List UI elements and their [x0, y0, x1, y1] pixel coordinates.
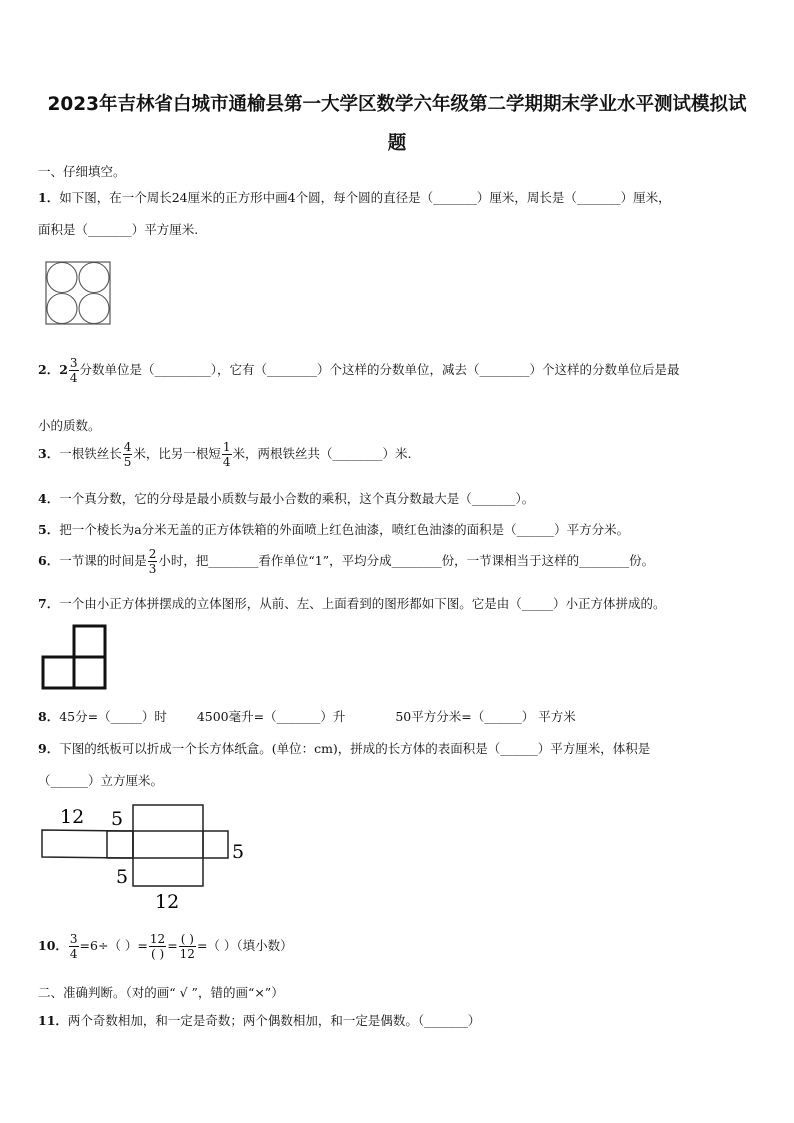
fraction-numerator: 4: [123, 440, 132, 454]
question-8: [38, 707, 576, 725]
question-number: 2．: [38, 362, 60, 377]
circle-bottom-right: [79, 294, 109, 324]
question-text: 一根铁丝长: [59, 446, 122, 461]
box-net-figure: [38, 800, 253, 916]
question-text: 小时，把________看作单位“1”，平均分成________份，一节课相当于这样的________份。: [158, 553, 655, 568]
question-3: [38, 441, 412, 468]
fraction-four-fifths: [123, 441, 133, 468]
question-number: 10．: [38, 938, 68, 953]
fraction-numerator: 1: [222, 440, 231, 454]
question-text: 米，比另一根短: [133, 446, 221, 461]
fraction-twelve-over-blank: [149, 933, 166, 960]
question-number: 3．: [38, 446, 60, 461]
question-number: 5．: [38, 522, 60, 537]
exam-title-line1: 2023年吉林省白城市通榆县第一大学区数学六年级第二学期期末学业水平测试模拟试: [47, 94, 747, 115]
question-text: 一个真分数，它的分母是最小质数与最小合数的乘积，这个真分数最大是（_______）。: [59, 491, 535, 506]
fraction-denominator: 4: [69, 371, 78, 385]
question-10: [38, 933, 293, 960]
fraction-denominator: 4: [69, 947, 78, 961]
question-number: 9．: [38, 741, 60, 756]
fraction-numerator: 2: [148, 547, 157, 561]
question-number: 1．: [38, 190, 60, 205]
net-small-side-panel: [107, 831, 133, 858]
question-part-milliliters: 4500毫升=（_______）升: [196, 709, 346, 724]
net-right-panel: [203, 831, 228, 858]
question-2-line1: [38, 357, 680, 384]
question-6: [38, 548, 654, 575]
question-5: [38, 520, 629, 538]
fraction-denominator: 3: [148, 562, 157, 576]
fraction-denominator: 12: [179, 947, 195, 961]
question-text: 如下图，在一个周长24厘米的正方形中画4个圆，每个圆的直径是（_______）厘米，周长是（_______）厘米，: [59, 190, 671, 205]
fraction-one-quarter: [222, 441, 232, 468]
exam-title-line2: 题: [387, 133, 407, 154]
question-1-line1: [38, 188, 671, 206]
question-number: 7．: [38, 596, 60, 611]
label-right-height: 5: [232, 841, 245, 863]
fraction-numerator: 3: [69, 932, 78, 946]
question-number: 4．: [38, 491, 60, 506]
question-2-line2: 小的质数。: [38, 418, 101, 433]
question-9-line1: [38, 739, 650, 757]
question-part-square-decimeters: 50平方分米=（______） 平方米: [395, 709, 576, 724]
question-9-line2: （______）立方厘米。: [38, 773, 164, 788]
label-bottom-width: 5: [116, 866, 129, 888]
question-text: 两个奇数相加，和一定是奇数；两个偶数相加，和一定是偶数。（_______）: [67, 1013, 481, 1028]
fraction-numerator: ( ): [179, 933, 196, 947]
label-top-width: 5: [111, 808, 124, 830]
lower-left-square: [43, 657, 74, 688]
fraction-denominator: 4: [222, 455, 231, 469]
circle-top-right: [79, 263, 109, 293]
question-11: [38, 1011, 480, 1029]
circle-top-left: [47, 263, 77, 293]
square-outline: [46, 262, 110, 324]
net-center-column: [133, 805, 203, 886]
section-heading-fill-in: 一、仔细填空。: [38, 164, 126, 179]
question-text: 一个由小正方体拼摆成的立体图形，从前、左、上面看到的图形都如下图。它是由（_____）小正方体拼成的。: [59, 596, 666, 611]
question-text: =6÷（ ）=: [79, 938, 148, 953]
question-text: 把一个棱长为a分米无盖的正方体铁箱的外面喷上红色油漆，喷红色油漆的面积是（______）平方分米。: [59, 522, 630, 537]
question-text: =: [167, 938, 178, 953]
mixed-number-fraction: [69, 357, 79, 384]
question-text: 下图的纸板可以折成一个长方体纸盒。(单位：cm)，拼成的长方体的表面积是（______）平方厘米，体积是: [59, 741, 651, 756]
circle-bottom-left: [47, 294, 77, 324]
section-heading-true-false: 二、准确判断。（对的画“ √ ”，错的画“×”）: [38, 985, 284, 1000]
fraction-numerator: 3: [69, 356, 78, 370]
mixed-number-whole: 2: [59, 362, 68, 377]
fraction-three-quarters: [69, 933, 79, 960]
question-1-line2: 面积是（_______）平方厘米.: [38, 222, 199, 237]
question-text: =（ ）（填小数）: [196, 938, 293, 953]
question-number: 6．: [38, 553, 60, 568]
question-number: 8．: [38, 709, 60, 724]
lower-right-square: [74, 657, 105, 688]
label-bottom-length: 12: [155, 891, 180, 913]
question-text: 一节课的时间是: [59, 553, 147, 568]
net-left-panel: [42, 830, 133, 858]
question-text: 米，两根铁丝共（________）米.: [232, 446, 412, 461]
question-text: 分数单位是（_________），它有（________）个这样的分数单位，减去（________）个这样的分数单位后是最: [79, 362, 680, 377]
fraction-denominator: ( ): [150, 947, 165, 961]
question-7: [38, 594, 665, 612]
label-top-left-length: 12: [60, 806, 85, 828]
fraction-denominator: 5: [123, 455, 132, 469]
three-square-views-figure: [41, 624, 107, 690]
question-4: [38, 489, 534, 507]
upper-square: [74, 626, 105, 657]
question-number: 11．: [38, 1013, 68, 1028]
question-part-minutes: 45分=（_____）时: [59, 709, 167, 724]
fraction-numerator: 12: [149, 932, 166, 946]
fraction-blank-over-twelve: [179, 933, 196, 960]
square-four-circles-figure: [45, 261, 111, 325]
fraction-two-thirds: [148, 548, 158, 575]
